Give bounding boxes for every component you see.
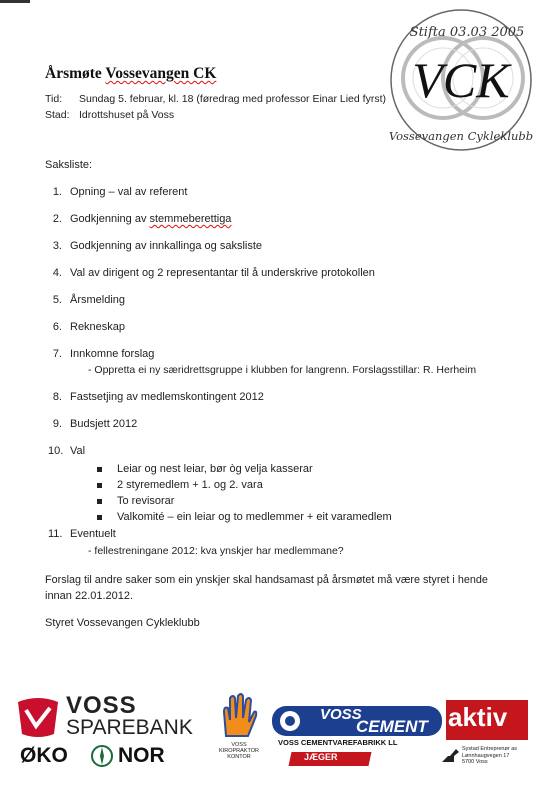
jaeger-text: JÆGER — [304, 752, 338, 762]
agenda-num: 1. — [52, 186, 62, 198]
agenda-text: Årsmelding — [70, 294, 126, 306]
val-bullet-text: To revisorar — [117, 495, 175, 507]
okonor-logo — [20, 744, 190, 768]
agenda-item — [48, 391, 528, 405]
aktiv-address-line: Systad Entreprenør as — [462, 746, 518, 752]
val-bullet — [97, 511, 497, 525]
okonor-left-text: ØKO — [20, 744, 68, 767]
agenda-num: 6. — [52, 321, 62, 333]
agenda-item — [48, 528, 528, 542]
okonor-right-text: NOR — [118, 744, 165, 767]
title-suffix: Vossevangen CK — [105, 65, 217, 82]
time-label: Tid: — [45, 93, 63, 105]
agenda-item — [48, 418, 528, 432]
val-bullet — [97, 495, 497, 509]
meeting-place — [45, 109, 174, 121]
aktiv-address — [462, 746, 517, 766]
compass-icon — [90, 744, 114, 768]
agenda-subtext: - Oppretta ei ny særidrettsgruppe i klubben for langrenn. Forslagsstillar: R. Herheim — [88, 364, 477, 376]
club-logo-bottom-text: Vossevangen Cykleklubb — [388, 129, 534, 143]
title-prefix: Årsmøte — [45, 65, 102, 82]
agenda-item — [48, 240, 528, 254]
document-title — [45, 65, 216, 83]
agenda-item — [48, 294, 528, 308]
cement-subtitle: VOSS CEMENTVAREFABRIKK LL — [278, 738, 398, 747]
kiropraktor-text — [212, 742, 266, 760]
place-label: Stad: — [45, 109, 70, 121]
bullet-marker — [97, 499, 102, 504]
voss-sparebank-logo — [14, 692, 194, 772]
agenda-item — [48, 213, 528, 227]
agenda-num: 9. — [52, 418, 62, 430]
excavator-icon — [440, 746, 460, 766]
agenda-item — [48, 348, 528, 362]
agenda-num: 5. — [52, 294, 62, 306]
agenda-text: Rekneskap — [70, 321, 126, 333]
club-logo-top-text: Stifta 03.03 2005 — [409, 25, 525, 40]
aktiv-address-line: 5700 Voss — [462, 759, 488, 765]
agenda-item — [48, 267, 528, 281]
agenda-text: Eventuelt — [70, 528, 116, 540]
agenda-num: 11. — [48, 528, 63, 540]
val-bullet-text: 2 styremedlem + 1. og 2. vara — [117, 479, 263, 491]
corner-mark — [0, 0, 30, 3]
cement-emblem-icon — [278, 709, 302, 733]
signature: Styret Vossevangen Cykleklubb — [45, 617, 200, 629]
agenda-heading: Saksliste: — [45, 159, 93, 171]
bullet-marker — [97, 515, 102, 520]
agenda-text: Val av dirigent og 2 representantar til å underskrive protokollen — [70, 267, 375, 279]
agenda-text: Opning – val av referent — [70, 186, 188, 198]
kiropraktor-line: KIROPRAKTOR — [219, 748, 259, 754]
agenda-item — [48, 321, 528, 335]
time-value: Sundag 5. februar, kl. 18 (føredrag med professor Einar Lied fyrst) — [79, 93, 386, 105]
closing-line-2: innan 22.01.2012. — [45, 590, 134, 602]
val-bullet — [97, 479, 497, 493]
cement-word-cement: CEMENT — [356, 717, 428, 736]
sparebank-word-voss: VOSS — [66, 692, 137, 719]
agenda-text: Godkjenning av innkallinga og saksliste — [70, 240, 263, 252]
agenda-num: 3. — [52, 240, 62, 252]
agenda-item — [48, 445, 528, 459]
closing-line-1: Forslag til andre saker som ein ynskjer skal handsamast på årsmøtet må være styret i hende — [45, 574, 488, 586]
agenda-text: Fastsetjing av medlemskontingent 2012 — [70, 391, 264, 403]
agenda-num: 8. — [52, 391, 62, 403]
kiropraktor-line: KONTOR — [227, 754, 251, 760]
agenda-text: Godkjenning av stemmeberettiga — [70, 213, 232, 225]
agenda-text: Budsjett 2012 — [70, 418, 138, 430]
agenda-num: 7. — [52, 348, 62, 360]
sparebank-emblem-icon — [14, 696, 62, 738]
agenda-text: Val — [70, 445, 86, 457]
agenda-item — [48, 186, 528, 200]
voss-kiropraktor-logo — [212, 692, 266, 772]
val-bullet-text: Leiar og nest leiar, bør òg velja kasserar — [117, 463, 313, 475]
cement-word-voss: VOSS — [320, 706, 362, 723]
aktiv-logo — [440, 698, 540, 774]
club-logo-initials: VCK — [412, 52, 510, 108]
agenda-num: 10. — [48, 445, 64, 457]
hand-icon — [220, 692, 258, 740]
place-value: Idrottshuset på Voss — [79, 109, 175, 121]
bullet-marker — [97, 483, 102, 488]
meeting-time — [45, 93, 386, 105]
agenda-text: Innkomne forslag — [70, 348, 155, 360]
kiropraktor-line: VOSS — [231, 742, 247, 748]
agenda-num: 2. — [52, 213, 62, 225]
agenda-num: 4. — [52, 267, 62, 279]
aktiv-address-line: Lønnhaugvegen 17 — [462, 752, 510, 759]
val-bullet — [97, 463, 497, 477]
aktiv-name: aktiv — [448, 702, 508, 732]
val-bullet-text: Valkomité – ein leiar og to medlemmer + eit varamedlem — [117, 511, 392, 523]
sparebank-word-sparebank: SPAREBANK — [66, 716, 193, 739]
bullet-marker — [97, 467, 102, 472]
agenda-subtext: - fellestreningane 2012: kva ynskjer har medlemmane? — [88, 545, 344, 557]
club-logo — [385, 6, 537, 154]
voss-cement-logo — [272, 706, 444, 772]
